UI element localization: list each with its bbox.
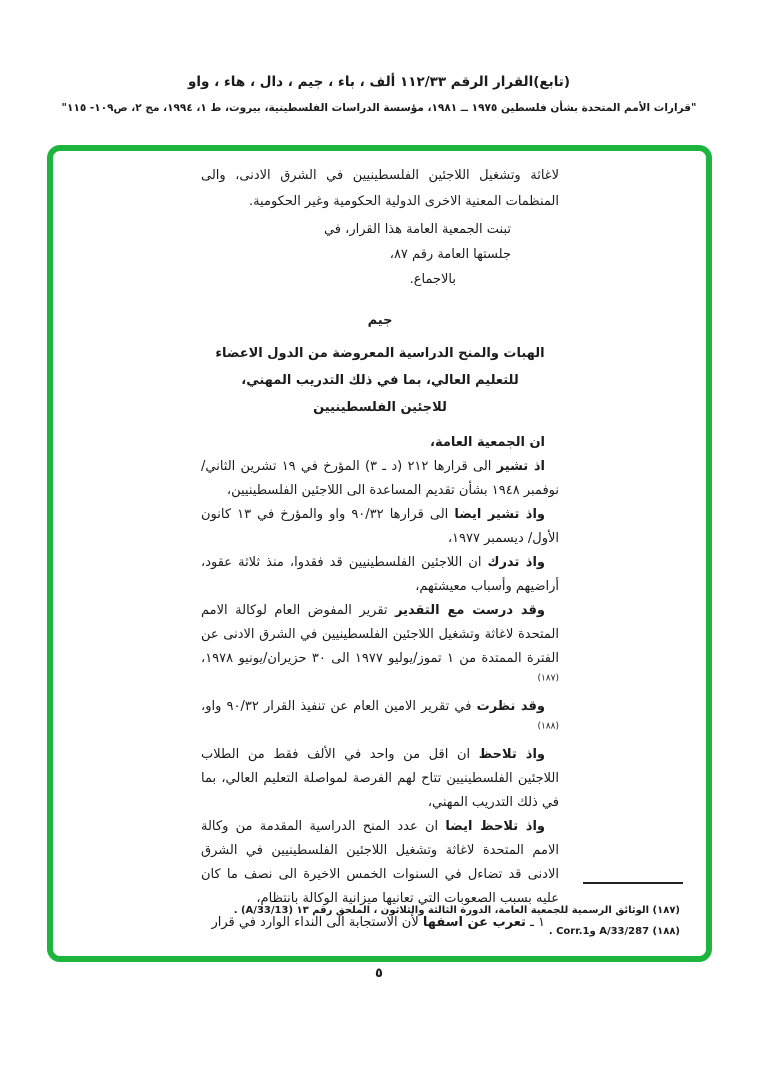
document-header (0, 74, 758, 114)
resolution-subtitle (201, 340, 559, 421)
footnote-ref: (١٨٧) (537, 673, 559, 684)
page-number: ٥ (375, 966, 383, 981)
footnote: (١٨٧) الوثائق الرسمية للجمعية العامة، الدورة الثالثة والثلاثون ، الملحق رقم ١٣ (A/33/13) . (233, 905, 680, 916)
adoption-note (201, 217, 511, 292)
adoption-line: جلستها العامة رقم ٨٧، (389, 247, 511, 262)
resolution-title: (تابع)القرار الرقم ١١٢/٣٣ ألف ، باء ، جيم ، دال ، هاء ، واو (187, 74, 571, 90)
resolution-paragraph: وقد درست مع التقدير تقرير المفوض العام لوكالة الامم المتحدة لاغاثة وتشغيل اللاجئين الفلسطينيين في الشرق الادنى عن الفترة الممتدة من ١ تموز/يوليو ١٩٧٧ الى ٣٠ حزيران/يونيو ١٩٧٨،$^{(١٨٧)}$ (201, 603, 559, 684)
resolution-paragraph: واذ تشير ايضا الى قرارها ٩٠/٣٢ واو والمؤرخ في ١٣ كانون الأول/ ديسمبر ١٩٧٧، (201, 507, 559, 546)
highlight-border-box (47, 145, 712, 962)
opening-phrase: ان الجمعية العامة، (430, 435, 545, 450)
document-body (201, 163, 559, 935)
resolution-paragraph: ١ ـ تعرب عن اسفها لأن الاستجابة الى النداء الوارد في قرار (211, 915, 545, 930)
resolution-paragraph: اذ تشير الى قرارها ٢١٢ (د ـ ٣) المؤرخ في ١٩ تشرين الثاني/ نوفمبر ١٩٤٨ بشأن تقديم المساعدة الى اللاجئين الفلسطينيين، (201, 459, 559, 498)
resolution-paragraph: وقد نظرت في تقرير الامين العام عن تنفيذ القرار ٩٠/٣٢ واو،$^{(١٨٨)}$ (201, 699, 559, 732)
footnote-ref: (١٨٨) (537, 721, 559, 732)
resolution-paragraph: واذ تلاحظ ان اقل من واحد في الألف فقط من الطلاب اللاجئين الفلسطينيين تتاح لهم الفرصة لمواصلة التعليم العالي، بما في ذلك التدريب المهني، (201, 747, 559, 810)
resolution-paragraph: واذ تلاحظ ايضا ان عدد المنح الدراسية المقدمة من وكالة الامم المتحدة لاغاثة وتشغيل اللاجئين الفلسطينيين في الشرق الادنى قد تضاءل في السنوات الخمس الاخيرة الى نصف ما كان عليه بسبب الصعوبات التي تعانيها ميزانية الوكالة بانتظام، (201, 819, 559, 906)
subtitle-line: الهبات والمنح الدراسية المعروضة من الدول الاعضاء (215, 346, 545, 361)
footnote-separator (583, 882, 683, 884)
subtitle-line: للاجئين الفلسطينيين (313, 400, 447, 415)
section-letter: جيم (367, 313, 393, 328)
source-citation: "قرارات الأمم المتحدة بشأن فلسطين ١٩٧٥ ــ ١٩٨١، مؤسسة الدراسات الفلسطينية، بيروت، ط ١، ١٩٩٤، مج ٢، ص١٠٩- ١١٥" (61, 102, 697, 114)
adoption-line: تبنت الجمعية العامة هذا القرار، في (323, 222, 511, 237)
footnotes (91, 900, 680, 942)
continuation-paragraph: لاغاثة وتشغيل اللاجئين الفلسطينيين في الشرق الادنى، والى المنظمات المعنية الاخرى الدولية الحكومية وغير الحكومية. (201, 168, 559, 209)
footnote: (١٨٨) A/33/287 وCorr.1 . (548, 926, 680, 937)
subtitle-line: للتعليم العالي، بما في ذلك التدريب المهني، (241, 373, 519, 388)
adoption-line: بالاجماع. (409, 272, 456, 287)
resolution-paragraph: واذ تدرك ان اللاجئين الفلسطينيين قد فقدوا، منذ ثلاثة عقود، أراضيهم وأسباب معيشتهم، (201, 555, 559, 594)
